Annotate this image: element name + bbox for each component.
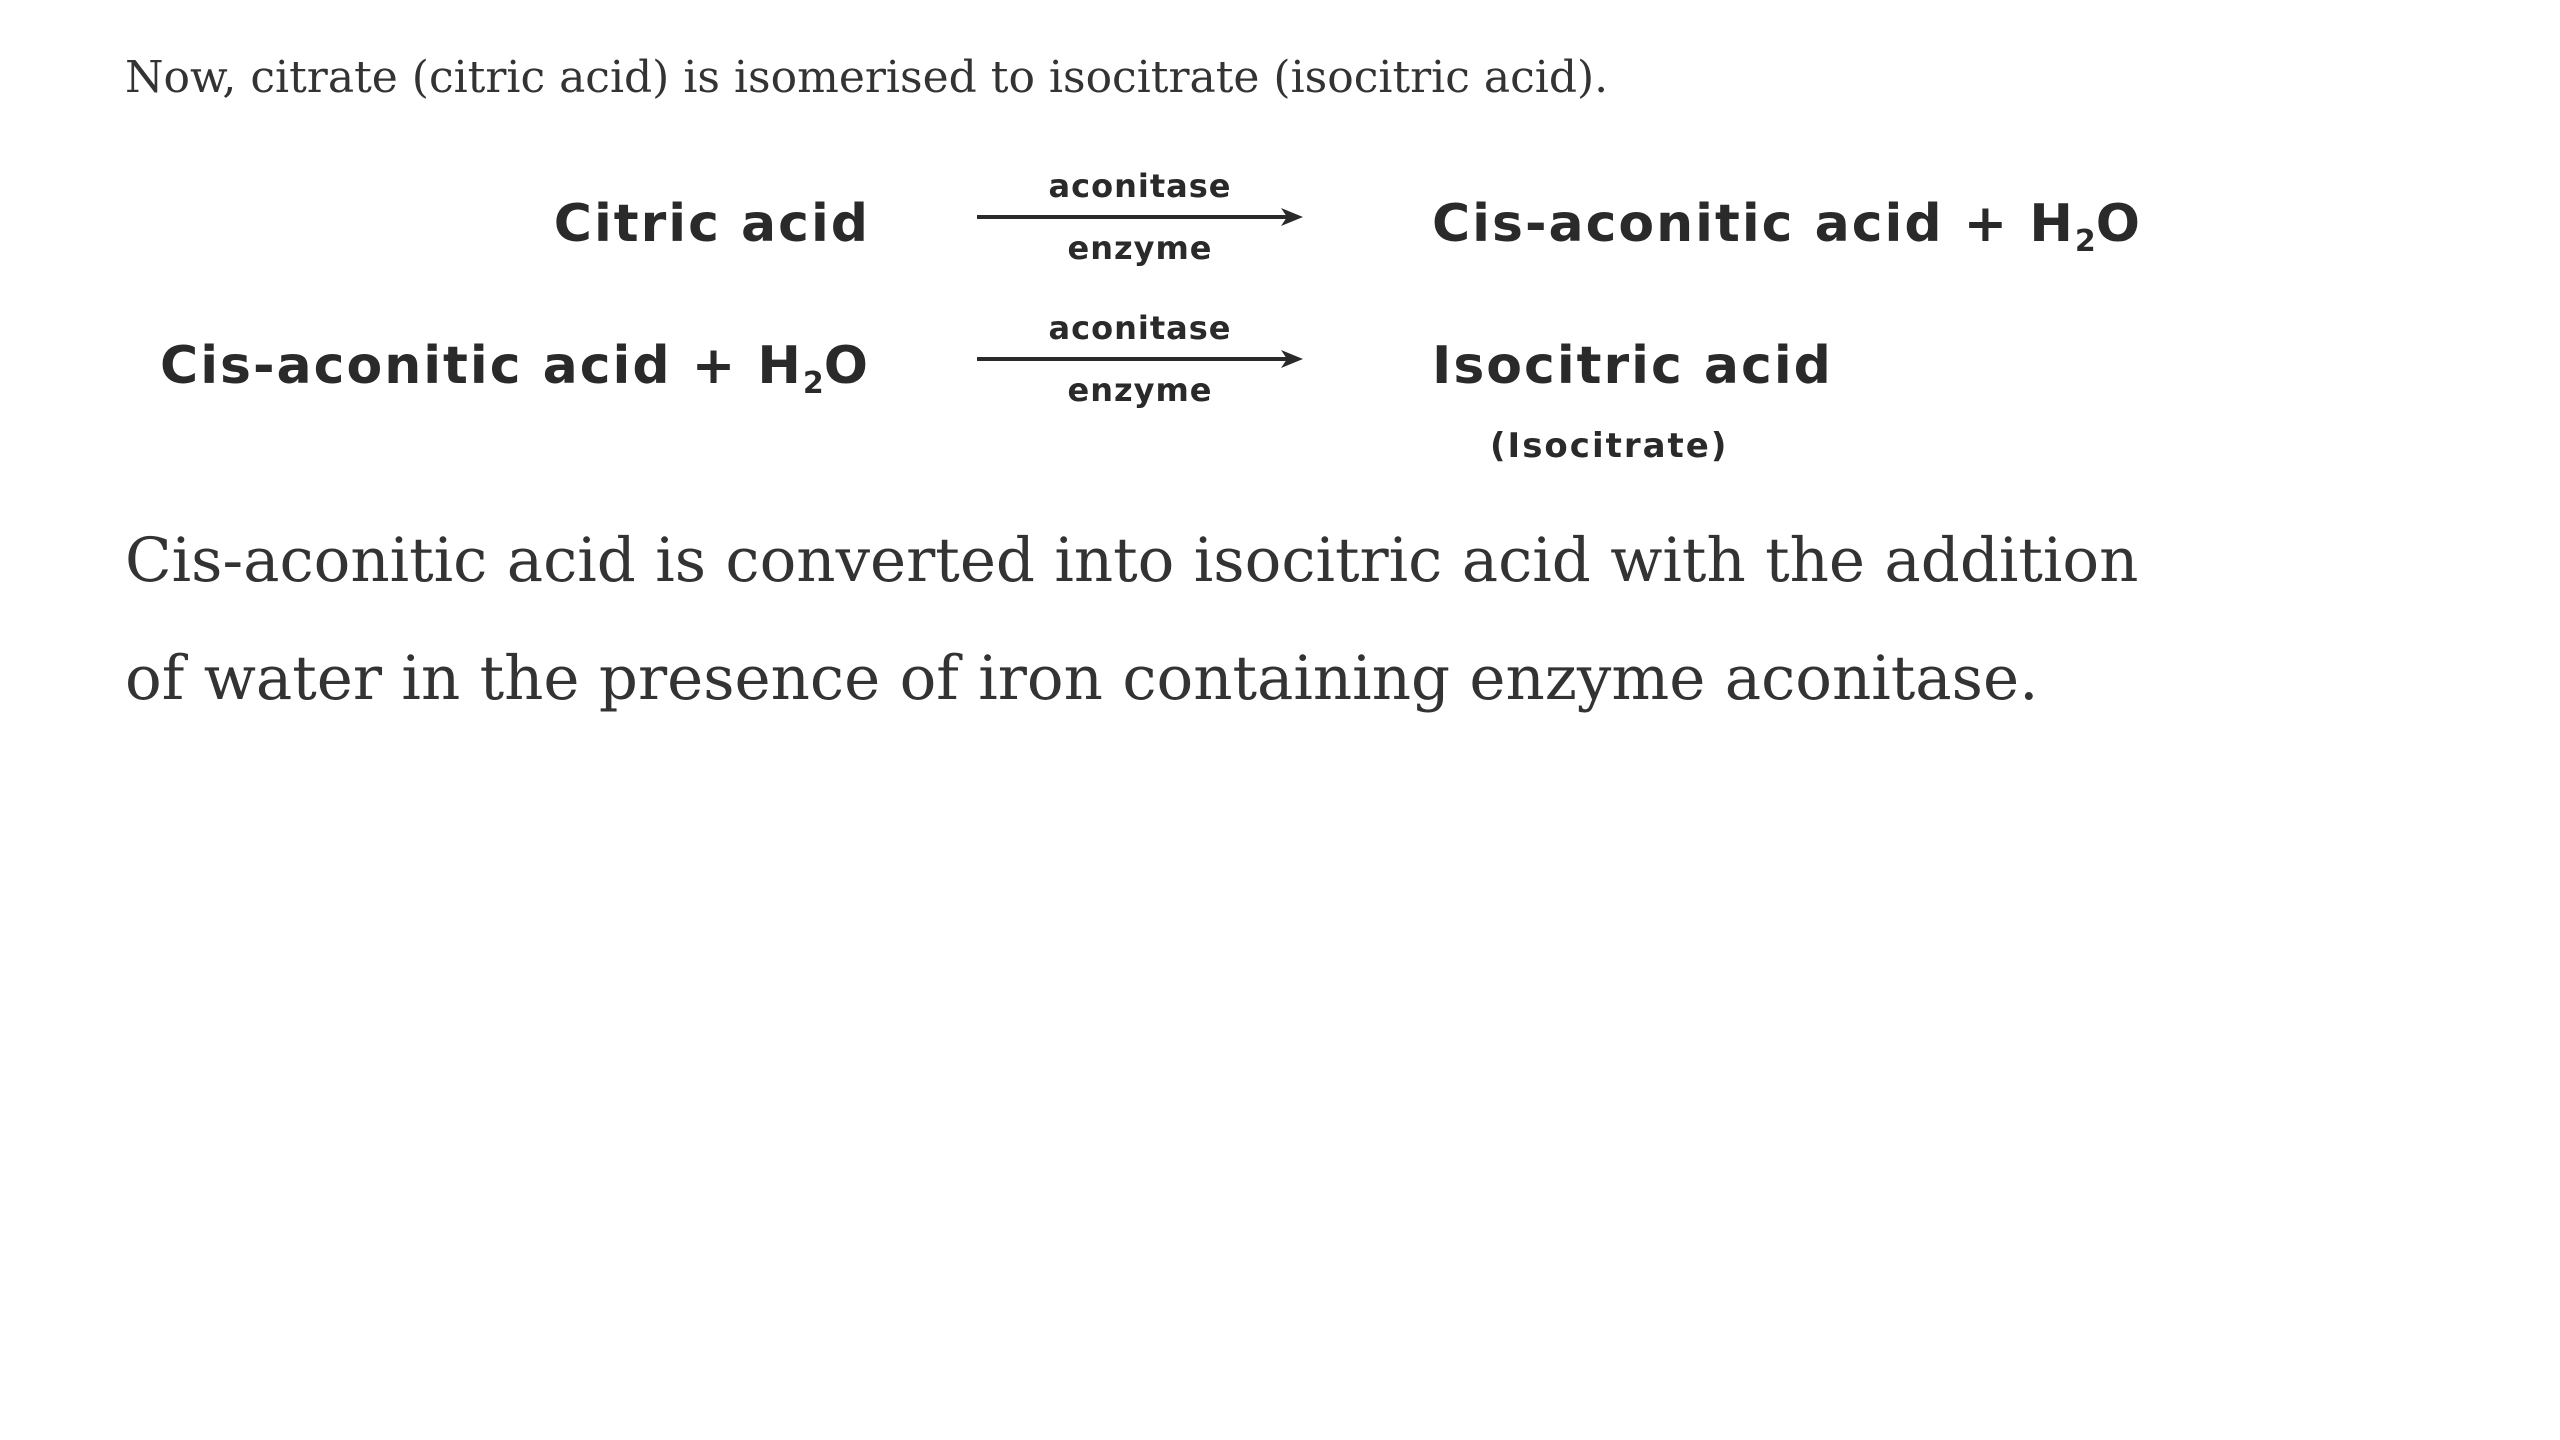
reaction-1-arrow bbox=[975, 168, 1335, 288]
reaction-arrow-icon bbox=[975, 204, 1315, 230]
reaction-1-product-subscript: 2 bbox=[2074, 224, 2096, 259]
reaction-1-product-main: Cis-aconitic acid + H bbox=[1432, 194, 2075, 254]
reaction-diagram bbox=[0, 150, 2560, 490]
intro-paragraph: Now, citrate (citric acid) is isomerised to isocitrate (isocitric acid). bbox=[125, 52, 1609, 103]
reaction-1-reactant: Citric acid bbox=[553, 194, 870, 254]
reaction-arrow-icon bbox=[975, 346, 1315, 372]
reaction-2-product: Isocitric acid bbox=[1432, 336, 1833, 396]
reaction-2-reactant-subscript: 2 bbox=[802, 366, 824, 401]
reaction-2-enzyme-name: aconitase bbox=[1048, 309, 1232, 347]
reaction-1-product-tail: O bbox=[2095, 194, 2142, 254]
reaction-2-reactant bbox=[160, 334, 870, 416]
reaction-2-reactant-main: Cis-aconitic acid + H bbox=[160, 336, 803, 396]
reaction-1-product bbox=[1432, 192, 2142, 274]
reaction-1-enzyme-name: aconitase bbox=[1048, 167, 1232, 205]
reaction-2-arrow bbox=[975, 310, 1335, 430]
reaction-2-enzyme-label: enzyme bbox=[1067, 371, 1213, 409]
reaction-2-product-note: (Isocitrate) bbox=[1490, 426, 1729, 466]
explanation-paragraph: Cis-aconitic acid is converted into isocitric acid with the addition of water in the presence of iron containing enzyme aconitase. bbox=[125, 525, 2139, 714]
reaction-1-enzyme-label: enzyme bbox=[1067, 229, 1213, 267]
reaction-2-reactant-tail: O bbox=[823, 336, 870, 396]
